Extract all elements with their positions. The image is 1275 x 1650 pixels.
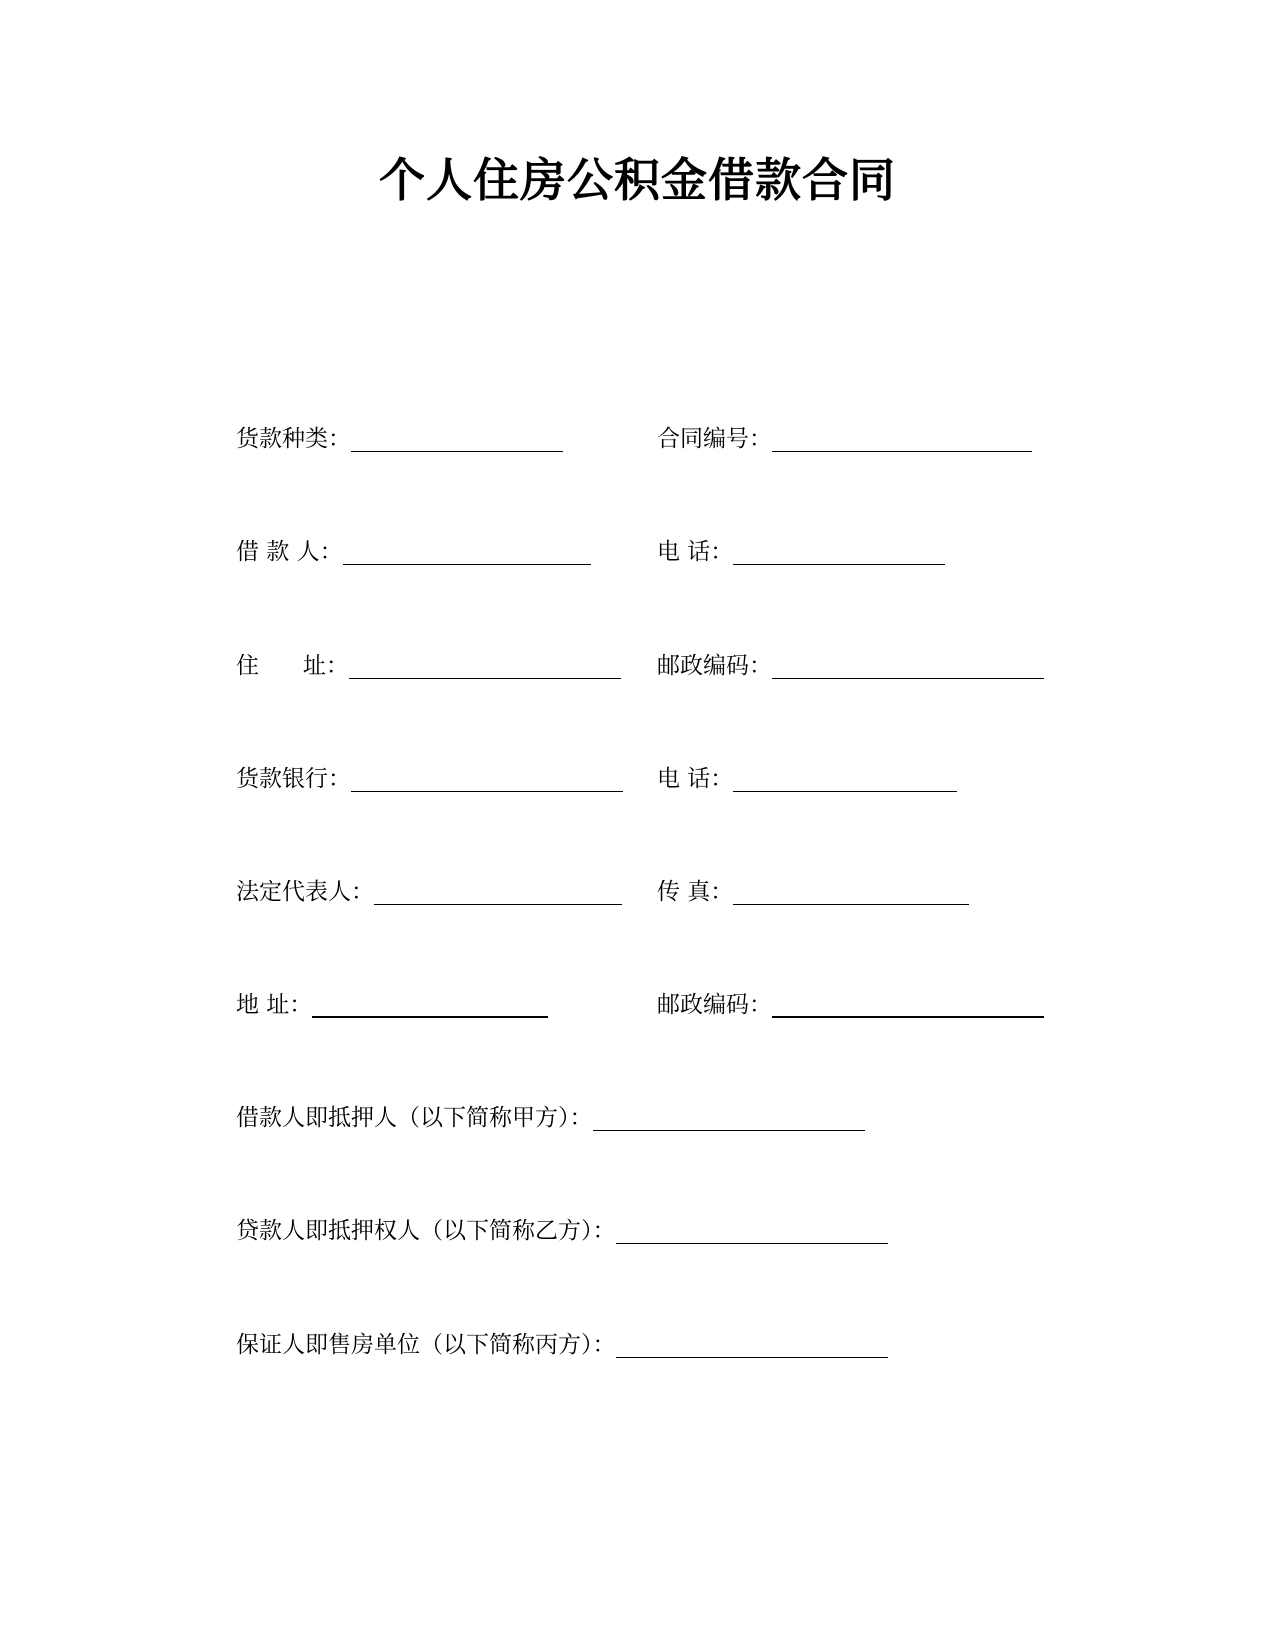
document-title: 个人住房公积金借款合同 [379,153,896,207]
bank-phone-label: 电 话： [657,766,734,792]
borrower-address-blank[interactable] [349,648,621,679]
contract-no-label: 合同编号： [657,426,772,452]
lending-bank-field [236,760,623,794]
party-c-label: 保证人即售房单位（以下简称丙方）： [236,1332,616,1358]
bank-address-field [236,986,548,1020]
loan-type-blank[interactable] [351,421,563,452]
contract-no-blank[interactable] [772,421,1032,452]
bank-address-label: 地 址： [236,992,313,1018]
party-a-label: 借款人即抵押人（以下简称甲方）： [236,1105,593,1131]
borrower-phone-label: 电 话： [657,539,734,565]
borrower-address-label: 住 址： [236,653,349,679]
borrower-address-field [236,647,621,681]
borrower-blank[interactable] [343,534,591,565]
bank-postcode-label: 邮政编码： [657,992,772,1018]
bank-fax-field [657,873,969,907]
party-c-blank[interactable] [616,1327,888,1358]
borrower-field [236,533,591,567]
bank-address-blank[interactable] [312,986,548,1018]
bank-fax-label: 传 真： [657,879,734,905]
party-b-field [236,1212,888,1246]
lending-bank-blank[interactable] [351,761,623,792]
loan-type-label: 货款种类： [236,426,351,452]
borrower-phone-blank[interactable] [733,534,945,565]
bank-postcode-field [657,986,1044,1020]
legal-rep-label: 法定代表人： [236,879,374,905]
legal-rep-field [236,873,622,907]
party-b-label: 贷款人即抵押权人（以下简称乙方）： [236,1218,616,1244]
bank-fax-blank[interactable] [733,874,969,905]
borrower-phone-field [657,533,945,567]
loan-type-field [236,420,563,454]
party-c-field [236,1326,888,1360]
party-a-blank[interactable] [593,1100,865,1131]
party-b-blank[interactable] [616,1213,888,1244]
borrower-label: 借 款 人： [236,539,343,565]
legal-rep-blank[interactable] [374,874,622,905]
party-a-field [236,1099,865,1133]
bank-postcode-blank[interactable] [772,986,1044,1018]
borrower-postcode-field [657,647,1044,681]
borrower-postcode-blank[interactable] [772,648,1044,679]
lending-bank-label: 货款银行： [236,766,351,792]
bank-phone-blank[interactable] [733,761,957,792]
borrower-postcode-label: 邮政编码： [657,653,772,679]
contract-no-field [657,420,1032,454]
bank-phone-field [657,760,957,794]
